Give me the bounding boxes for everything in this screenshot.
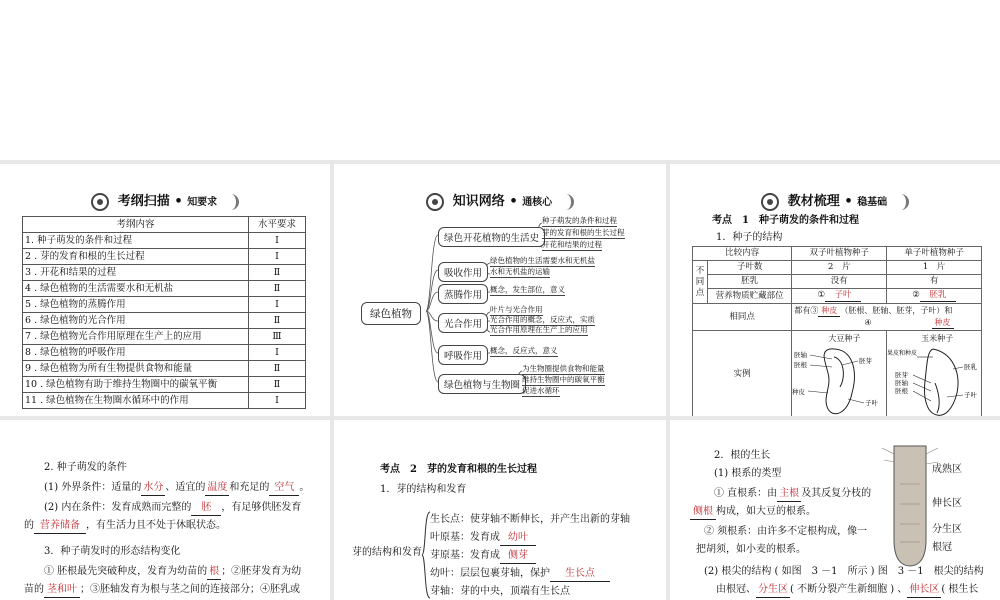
leaf-item: 叶片与光合作用 [490,305,543,314]
answer-blank: 营养储备 [34,518,86,534]
slide-header: 教材梳理 • 稳基础 [670,190,1000,211]
corn-part: 胚芽 [895,371,909,379]
leaf-item: 芽的发育和根的生长过程 [542,228,625,237]
answer-blank: 种皮 [818,305,840,317]
example-label: 实例 [693,331,792,417]
heading-conditions: 2. 种子萌发的条件 [44,462,127,473]
leaf-item: 开花和结果的过程 [542,240,602,249]
outline-content: 4 . 绿色植物的生活需要水和无机盐 [23,281,249,297]
leaf-item: 概念，反应式，意义 [490,346,558,355]
blank-top-area [0,0,1000,160]
slide-header: 考纲扫描 • 知要求 [0,190,330,211]
answer-blank: 空气 [269,480,299,496]
leaf-item: 为生物圈提供食物和能量 [522,364,605,373]
row-item: 子叶数 [708,261,792,275]
outline-table [22,216,306,409]
col-monocot: 单子叶植物种子 [887,247,982,261]
header-subtitle: 知要求 [187,197,218,208]
diff-label: 不 同 点 [693,261,708,304]
answer-blank: 种皮 [932,317,954,329]
header-title: 教材梳理 [787,194,840,209]
outline-level: Ⅰ [249,393,306,409]
header-title: 知识网络 [452,194,505,209]
answer-blank: 伸长区 [907,582,941,598]
branch-photosynthesis: 光合作用 [438,313,488,333]
outline-row [23,281,306,297]
answer-blank: 茎和叶 [44,582,80,598]
corn-part: 胚轴 [895,379,909,387]
heading-root-growth: 2．根的生长 [714,450,771,461]
answer-blank: 水分 [141,480,165,496]
bean-part: 胚轴 [794,351,808,359]
slide-germination-conditions [0,420,330,600]
bean-part: 种皮 [792,388,806,396]
outline-content: 5 . 绿色植物的蒸腾作用 [23,297,249,313]
text-line: (2) 根尖的结构 ( 如图 3 －1 所示 ) 图 3 －1 根尖的结构 [704,566,984,577]
bow-decoration-icon [896,194,909,210]
outline-content: 8 . 绿色植物的呼吸作用 [23,345,249,361]
leaf-item: 光合作用原理在生产上的应用 [490,325,588,334]
answer-blank: 温度 [205,480,229,496]
row-dicot: ① 子叶 [792,289,887,304]
row-monocot: 有 [887,275,982,289]
outline-level: Ⅱ [249,377,306,393]
outline-row [23,329,306,345]
outline-level: Ⅱ [249,281,306,297]
bud-part-budaxis: 芽轴：芽的中央，顶端有生长点 [430,586,570,597]
sub-title: 1．芽的结构和发育 [380,484,467,495]
same-content: 都有③ 种皮 （胚根、胚轴、胚芽，子叶）和 ④ 种皮 [792,304,982,331]
zone-label: 成熟区 [932,464,962,475]
bean-part: 胚根 [794,361,808,369]
text-line: 侧根 构成，如大豆的根系。 [690,504,816,520]
answer-blank: 胚 [191,500,221,516]
col-dicot: 双子叶植物种子 [792,247,887,261]
outline-content: 11 . 绿色植物在生物圈水循环中的作用 [23,393,249,409]
row-monocot: 1 片 [887,261,982,275]
text-line: ① 直根系：由 主根 及其反复分枝的 [714,486,871,502]
outline-row [23,361,306,377]
bean-title: 大豆种子 [828,334,861,343]
mindmap-root: 绿色植物 [361,302,421,325]
outline-level: Ⅰ [249,233,306,249]
answer-blank: 侧根 [690,504,716,520]
bud-part-growpoint: 生长点：使芽轴不断伸长，并产生出新的芽轴 [430,514,630,525]
outline-level: Ⅲ [249,329,306,345]
outline-content: 2 . 芽的发育和根的生长过程 [23,249,249,265]
bud-part-leafprimordium: 叶原基：发育成 幼叶 [430,530,536,546]
heading-morphology: 3．种子萌发时的形态结构变化 [44,546,181,557]
outline-row [23,265,306,281]
header-subtitle: 通核心 [522,197,553,208]
zone-label: 分生区 [932,524,962,535]
slide-root-growth [670,420,1000,600]
col-compare: 比较内容 [693,247,792,261]
text-line: 由根冠、 分生区 ( 不断分裂产生新细胞 ) 、 伸长区 ( 根生长 [716,582,978,598]
branch-transpiration: 蒸腾作用 [438,284,488,304]
zone-label: 根冠 [932,542,952,553]
col-level-header: 水平要求 [249,217,306,233]
row-dicot: 没有 [792,275,887,289]
leaf-item: 光合作用的概念，反应式，实质 [490,315,595,324]
outline-content: 10 . 绿色植物有助于维持生物圈中的碳氧平衡 [23,377,249,393]
zone-label: 伸长区 [932,498,962,509]
answer-blank: 分生区 [756,582,790,598]
outline-row [23,345,306,361]
slide-knowledge-network [334,164,666,416]
point-title: 考点 1 种子萌发的条件和过程 [712,215,859,226]
text-line: 把胡须，如小麦的根系。 [696,544,806,555]
point-title: 考点 2 芽的发育和根的生长过程 [380,464,537,475]
bud-structure-label: 芽的结构和发育 [352,547,422,558]
sub-title: 1．种子的结构 [716,232,783,243]
branch-absorption: 吸收作用 [438,262,488,282]
text-line: ② 须根系：由许多不定根构成，像一 [704,526,868,537]
outline-level: Ⅱ [249,265,306,281]
outline-row [23,249,306,265]
outline-row [23,313,306,329]
answer-blank: 胚乳 [920,290,956,302]
outline-level: Ⅰ [249,249,306,265]
header-title: 考纲扫描 [117,194,170,209]
slide-textbook-review [670,164,1000,416]
row-item: 营养物质贮藏部位 [708,289,792,304]
corn-part: 子叶 [964,391,978,399]
branch-life-history: 绿色开花植物的生活史 [438,227,545,247]
answer-blank: 子叶 [825,290,861,302]
outline-content: 6 . 绿色植物的光合作用 [23,313,249,329]
root-tip-diagram [880,444,940,568]
col-content-header: 考纲内容 [23,217,249,233]
leaf-item: 概念，发生部位，意义 [490,285,565,294]
leaf-item: 水和无机盐的运输 [490,267,550,276]
branch-biosphere: 绿色植物与生物圈 [438,374,526,394]
bud-part-budprimordium: 芽原基：发育成 侧芽 [430,548,536,564]
row-monocot: ② 胚乳 [887,289,982,304]
bean-seed-figure [792,331,887,417]
bow-decoration-icon [226,194,239,210]
row-dicot: 2 片 [792,261,887,275]
answer-blank: 根 [207,564,221,580]
ship-wheel-icon [91,193,109,211]
outline-content: 1. 种子萌发的条件和过程 [23,233,249,249]
answer-blank: 幼叶 [500,530,536,546]
bean-seed-diagram [792,343,888,416]
seed-structure-table [692,246,982,416]
outline-row [23,377,306,393]
text-line: (2) 内在条件：发育成熟而完整的 胚 ，有足够供胚发育 [44,500,301,516]
outline-row [23,297,306,313]
text-line: 苗的 茎和叶 ；③胚轴发育为根与茎之间的连接部分；④胚乳或 [24,582,300,598]
slide-header: 知识网络 • 通核心 [334,190,666,211]
corn-part: 胚乳 [964,363,978,371]
corn-part: 果皮和种皮 [887,350,918,357]
slide-bud-root-growth [334,420,666,600]
outline-content: 7 . 绿色植物光合作用原理在生产上的应用 [23,329,249,345]
outline-content: 9 . 绿色植物为所有生物提供食物和能量 [23,361,249,377]
outline-row [23,393,306,409]
leaf-item: 绿色植物的生活需要水和无机盐 [490,256,595,265]
bud-part-youngleaf: 幼叶：层层包裹芽轴，保护 生长点 [430,566,610,582]
same-label: 相同点 [693,304,792,331]
slide-exam-outline [0,164,330,416]
outline-row [23,233,306,249]
bean-part: 子叶 [865,399,879,407]
answer-blank: 生长点 [550,566,610,582]
outline-level: Ⅱ [249,361,306,377]
outline-level: Ⅰ [249,345,306,361]
corn-seed-figure [887,331,982,417]
text-line: ① 胚根最先突破种皮，发育为幼苗的 根 ；②胚芽发育为幼 [44,564,301,580]
outline-content: 3 . 开花和结果的过程 [23,265,249,281]
bean-part: 胚芽 [859,357,873,365]
corn-seed-diagram [887,343,983,416]
corn-title: 玉米种子 [921,334,954,343]
leaf-item: 维持生物圈中的碳氧平衡 [522,375,605,384]
heading-root-types: (1) 根系的类型 [714,468,782,479]
text-line: 的 营养储备 ，有生活力且不处于休眠状态。 [24,518,226,534]
leaf-item: 种子萌发的条件和过程 [542,216,617,225]
corn-part: 胚根 [895,387,909,395]
answer-blank: 侧芽 [500,548,536,564]
answer-blank: 主根 [777,486,801,502]
row-item: 胚乳 [708,275,792,289]
outline-level: Ⅰ [249,297,306,313]
header-subtitle: 稳基础 [857,197,888,208]
ship-wheel-icon [761,193,779,211]
branch-respiration: 呼吸作用 [438,345,488,365]
outline-level: Ⅱ [249,313,306,329]
text-line: (1) 外界条件：适量的 水分 、适宜的 温度 和充足的 空气 。 [44,480,309,496]
leaf-item: 促进水循环 [522,386,560,395]
